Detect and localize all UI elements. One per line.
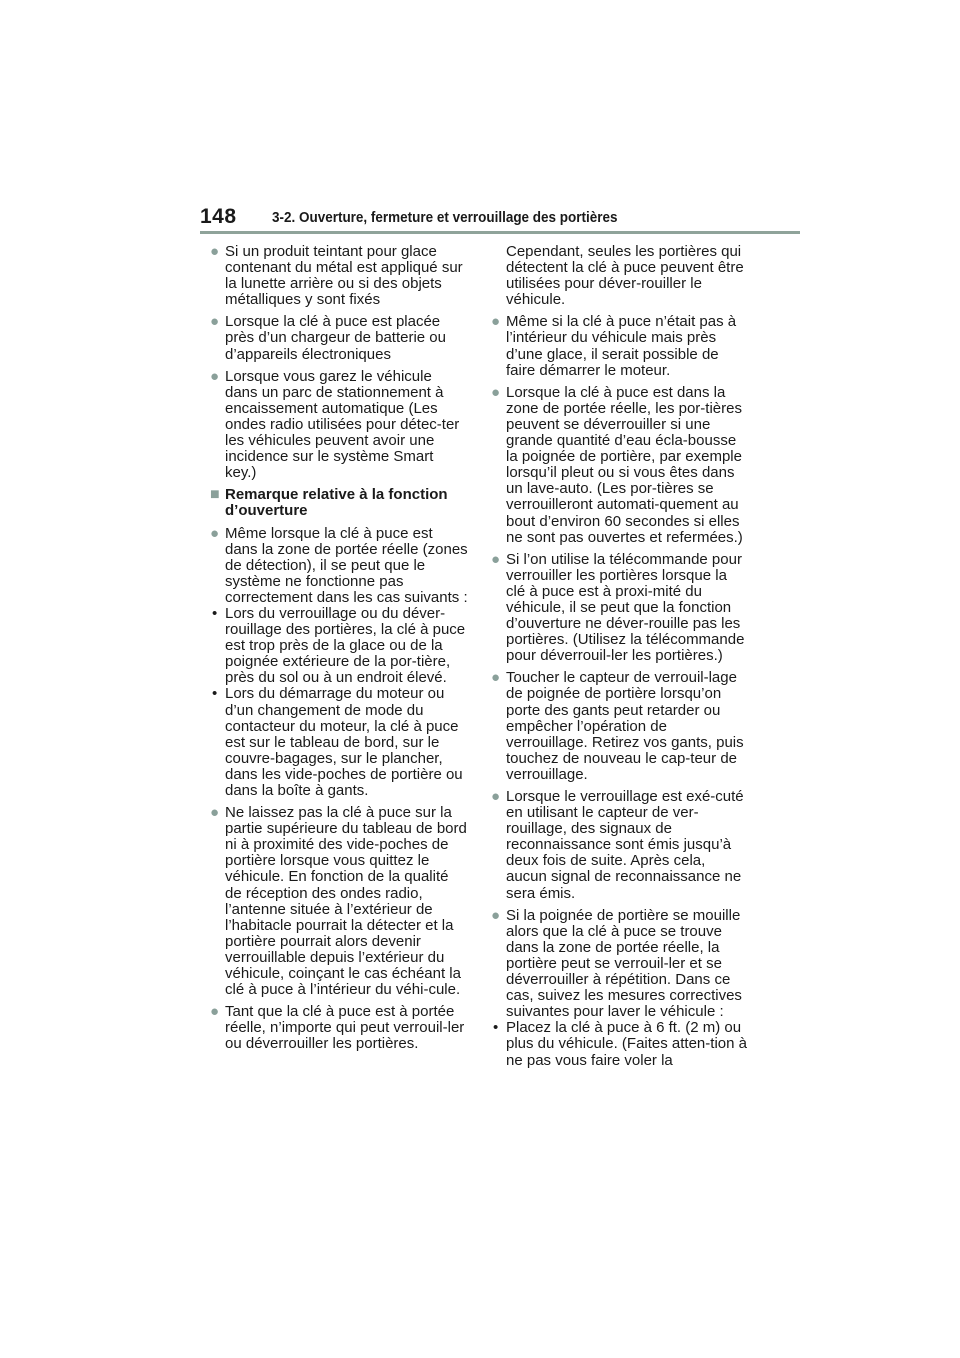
bullet-item: ● Si la poignée de portière se mouille alors que la clé à puce se trouve dans la zone de portée réelle, la portière peut se verrouil-ler et se déverrouiller à répétition. Dans ce cas, suivez les mesures correctives suivantes pour laver le véhicule : [491,906,742,1021]
bullet-item: ● Lorsque la clé à puce est dans la zone de portée réelle, les por-tières peuvent se déverrouiller si une grande quantité d’eau écla-bousse la poignée de portière, par exemple lorsqu’il pleut ou si vous êtes dans un lave-auto. (Les por-tières se verrouilleront automati-quement au bout d’environ 60 secondes si elles ne sont pas ouvertes et refermées.) [491,383,743,546]
subsection-heading: ■ Remarque relative à la fonction d’ouverture [210,486,448,520]
bullet-icon: ● [491,383,501,401]
bullet-item: ● Lorsque la clé à puce est placée près d’un chargeur de batterie ou d’appareils électroniques [210,313,446,363]
bullet-item: ● Si un produit teintant pour glace contenant du métal est appliqué sur la lunette arrière ou si des objets métalliques y sont fixés [210,243,463,309]
bullet-item: ● Lorsque vous garez le véhicule dans un parc de stationnement à encaissement automatique (Les ondes radio utilisées pour détec-ter les véhicules peuvent avoir une incidence sur le système Smart key.) [210,367,460,482]
bullet-item: ● Lorsque le verrouillage est exé-cuté en utilisant le capteur de ver-rouillage, des signaux de reconnaissance sont émis jusqu’à deux fois de suite. Après cela, aucun signal de reconnaissance ne sera émis. [491,788,744,902]
sub-item: • Lors du verrouillage ou du déver-rouillage des portières, la clé à puce est trop près de la glace ou de la poignée extérieure de la por-tière, près du sol ou à un endroit élevé. [212,604,466,687]
sub-list [491,1020,749,1068]
bullet-icon: ● [210,243,220,260]
bullet-icon: ● [491,669,501,687]
bullet-icon: ● [491,788,501,805]
bullet-icon: ● [491,906,501,924]
bullet-item: ● Tant que la clé à puce est à portée réelle, n’importe qui peut verrouil-ler ou déverrouiller les portières. [210,1003,465,1053]
bullet-item: ● Ne laissez pas la clé à puce sur la partie supérieure du tableau de bord ni à proximité des vide-poches de portière lorsque vous quittez le véhicule. En fonction de la qualité de réception des ondes radio, l’antenne située à l’extérieur de l’habitacle pourrait la détecter et la portière pourrait alors devenir verrouillable depuis l’extérieur du véhicule, coinçant le cas échéant la clé à puce à l’intérieur du véhi-cule. [210,804,467,999]
sub-item: • Placez la clé à puce à 6 ft. (2 m) ou plus du véhicule. (Faites atten-tion à ne pas vous faire voler la [493,1019,747,1069]
bullet-icon: ● [491,313,501,331]
dot-icon: • [493,1019,499,1037]
bullet-item: ● Même lorsque la clé à puce est dans la zone de portée réelle (zones de détection), il se peut que le système ne fonctionne pas correctement dans les cas suivants : [210,524,468,606]
bullet-icon: ● [210,313,220,331]
bullet-icon: ● [210,367,220,385]
page-number: 148 [200,205,237,228]
sub-item: • Lors du démarrage du moteur ou d’un changement de mode du contacteur du moteur, la clé à puce est sur le tableau de bord, sur le couvre-bagages, sur le plancher, dans les vide-poches de portière ou dans la boîte à gants. [212,685,463,799]
bullet-icon: ● [491,550,501,568]
square-icon: ■ [210,486,220,504]
bullet-item: ● Même si la clé à puce n’était pas à l’intérieur du véhicule mais près d’une glace, il serait possible de faire démarrer le moteur. [491,313,737,379]
bullet-icon: ● [210,524,220,542]
bullet-icon: ● [210,804,220,822]
header-divider [200,231,800,234]
section-title: 3-2. Ouverture, fermeture et verrouillage des portières [272,210,618,226]
sub-list [210,606,468,799]
bullet-item: ● Toucher le capteur de verrouil-lage de poignée de portière lorsqu’on porte des gants peut retarder ou empêcher l’opération de verrouillage. Retirez vos gants, puis touchez de nouveau le cap-teur de verrouillage. [491,669,744,783]
dot-icon: • [212,604,218,622]
bullet-item: ● Si l’on utilise la télécommande pour verrouiller les portières lorsque la clé à puce est à proxi-mité du véhicule, il se peut que la fonction d’ouverture ne déver-rouille pas les portières. (Utilisez la télécommande pour déverrouil-ler les portières.) [491,550,745,665]
dot-icon: • [212,685,218,703]
left-column [210,244,468,1059]
bullet-icon: ● [210,1003,220,1021]
right-column [491,244,749,1075]
continued-text: Cependant, seules les portières qui détectent la clé à puce peuvent être utilisées pour déver-rouiller le véhicule. [506,243,744,309]
